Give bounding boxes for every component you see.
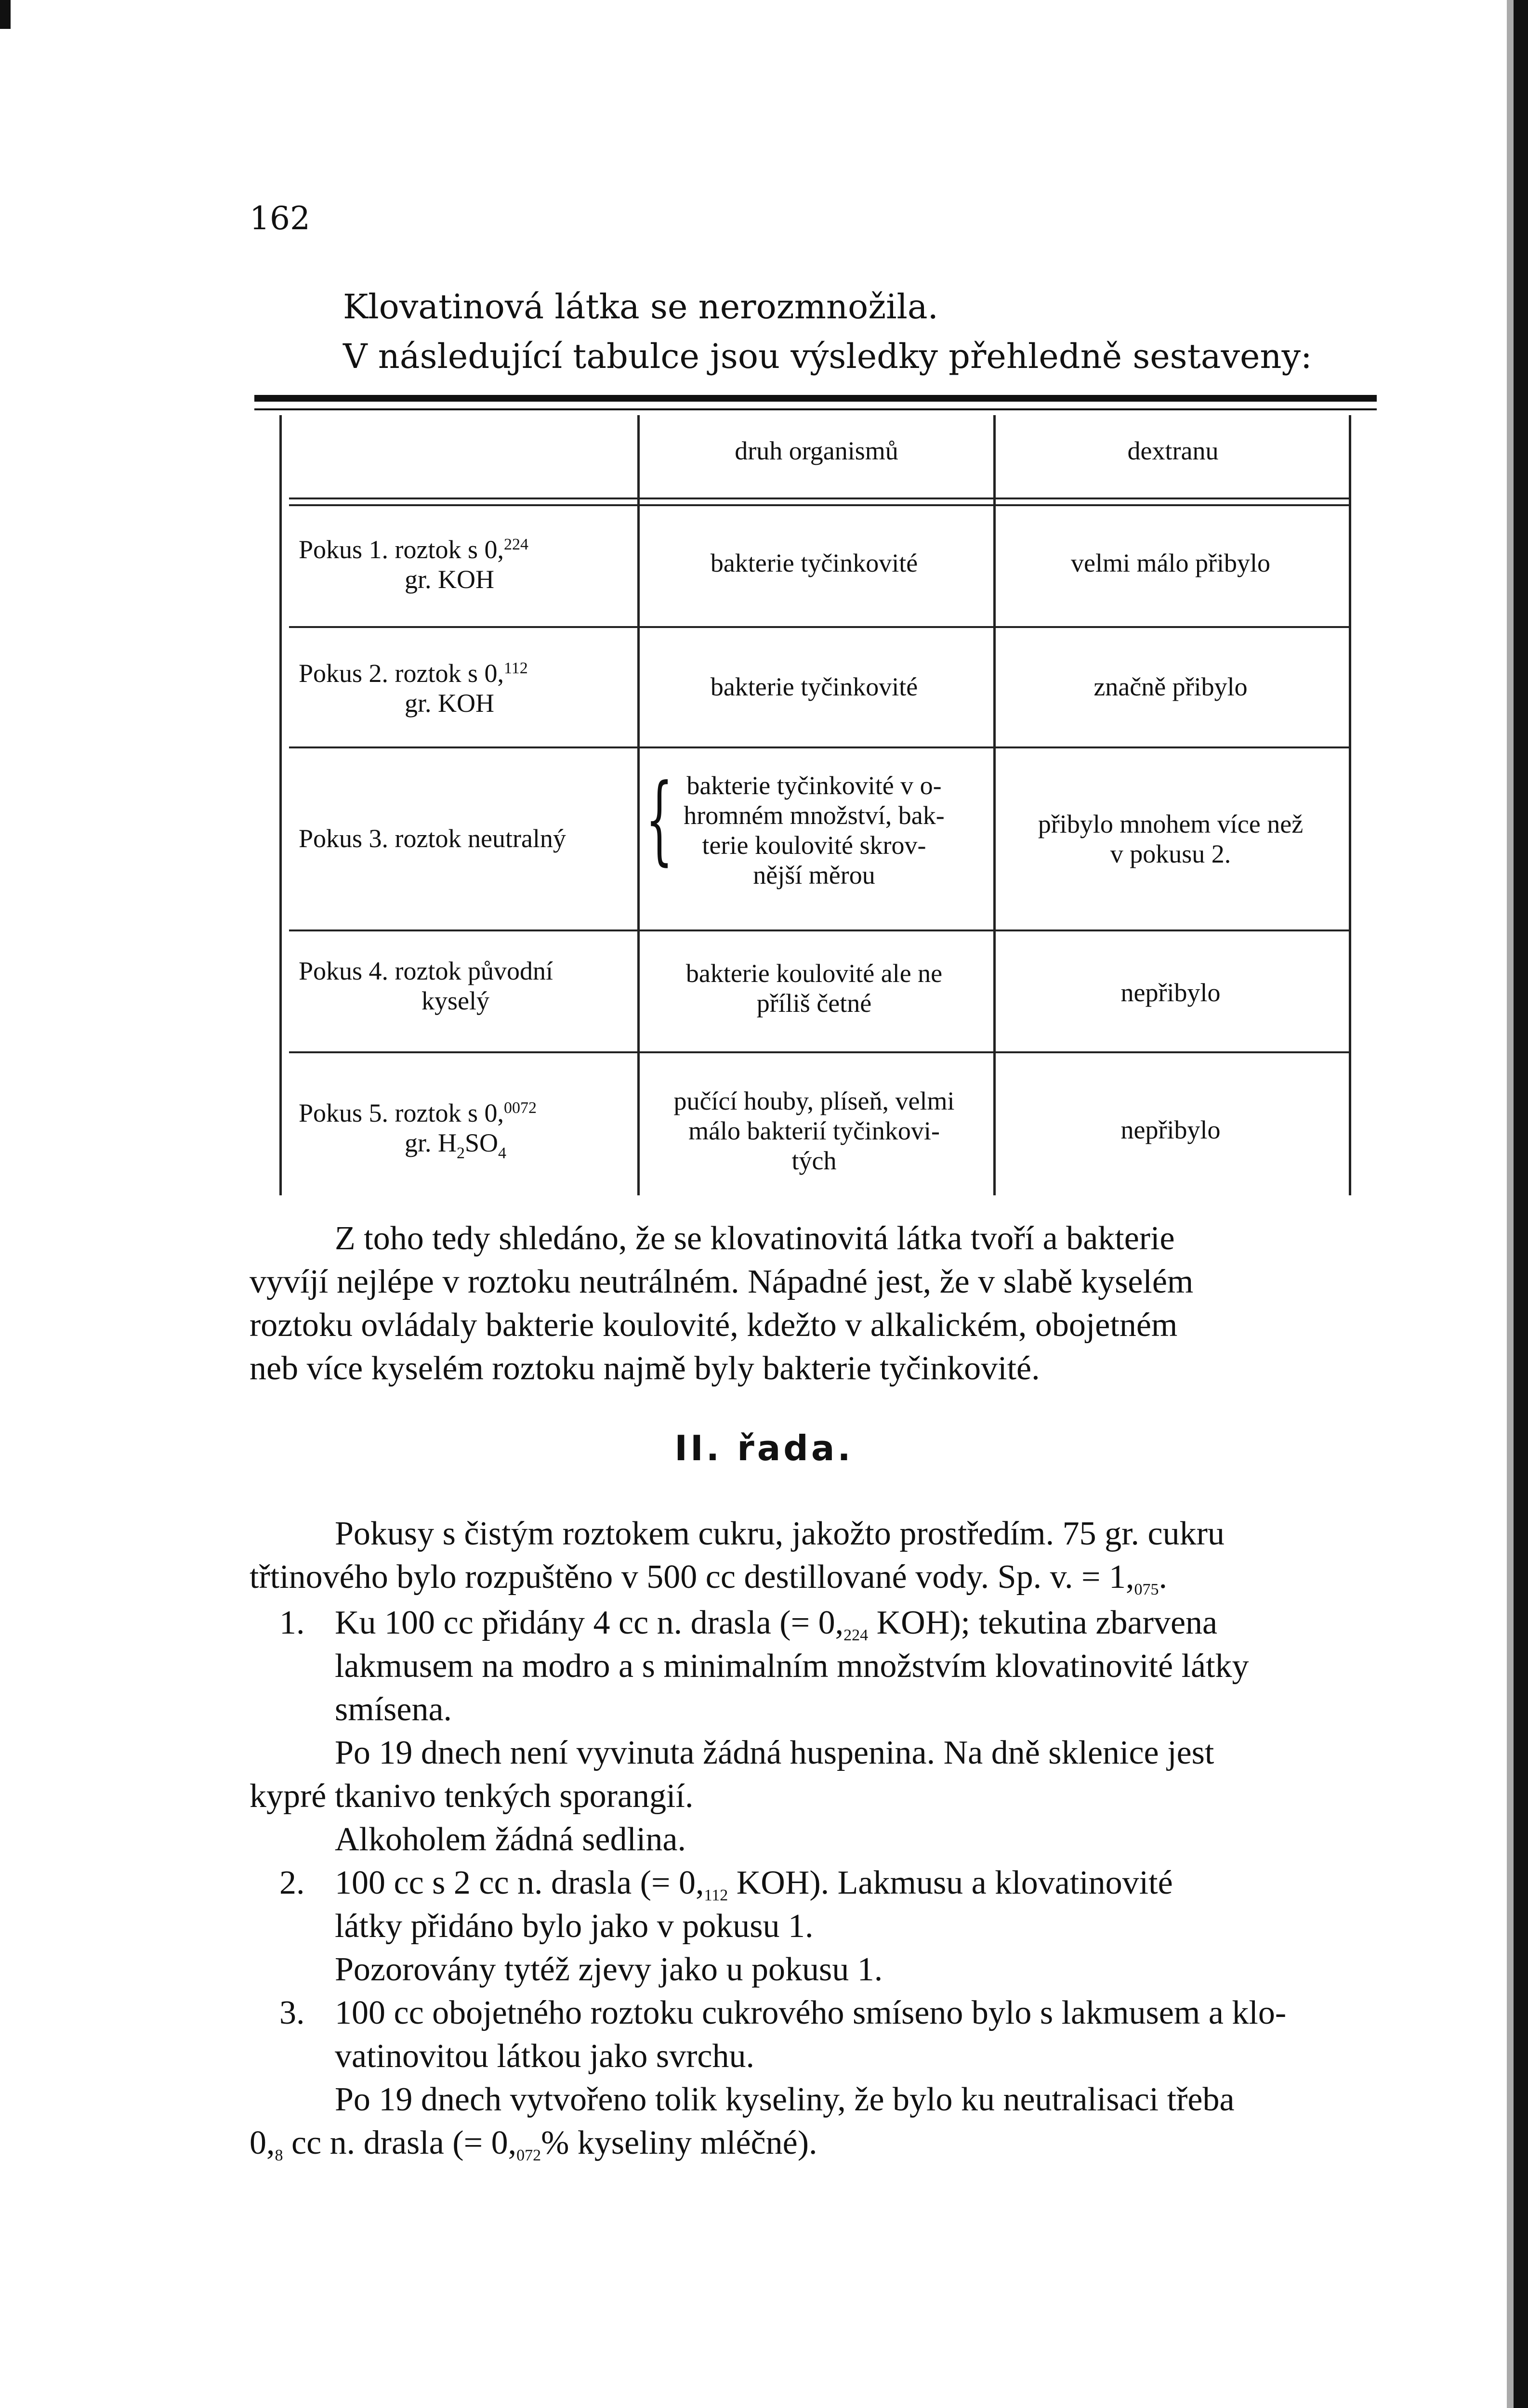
summary-line-2: vyvíjí nejlépe v roztoku neutrálném. Nápadné jest, že v slabě kyselém: [250, 1263, 1194, 1300]
item-3-para2-line-1: Po 19 dnech vytvořeno tolik kyseliny, že bylo ku neutralisaci třeba: [335, 2081, 1235, 2118]
series2-intro-line-1: Pokusy s čistým roztokem cukru, jakožto prostředím. 75 gr. cukru: [335, 1515, 1225, 1552]
header-rule-1: [289, 497, 1349, 499]
table-divider-2: [993, 415, 996, 1195]
table-row-1-dextran: velmi málo přibylo: [1071, 549, 1270, 577]
table-row-5-organisms: pučící houby, plíseň, velmi málo bakterií tyčinkovi- tých: [673, 1086, 955, 1175]
scan-edge-top-left: [0, 0, 11, 29]
table-border-left: [279, 415, 282, 1195]
table-row-5-experiment: Pokus 5. roztok s 0,$^{0072}$ gr. $H_2SO_4$: [299, 1099, 537, 1162]
row-rule-3: [289, 929, 1349, 931]
curly-brace: {: [645, 763, 673, 876]
item-1-line-3: smísena.: [335, 1691, 452, 1728]
table-row-1-organisms: bakterie tyčinkovité: [710, 549, 918, 577]
intro-line-1: Klovatinová látka se nerozmnožila.: [343, 287, 938, 327]
table-border-right: [1349, 415, 1351, 1195]
item-2-para2: Pozorovány tytéž zjevy jako u pokusu 1.: [335, 1951, 883, 1988]
intro-line-2: V následující tabulce jsou výsledky přehledně sestaveny:: [343, 337, 1312, 376]
scan-edge-shadow: [1507, 0, 1514, 2408]
table-row-4-experiment: Pokus 4. roztok původní kyselý: [299, 956, 553, 1015]
summary-line-4: neb více kyselém roztoku najmě byly bakterie tyčinkovité.: [250, 1350, 1040, 1387]
item-3-line-2: vatinovitou látkou jako svrchu.: [335, 2038, 754, 2075]
table-row-3-experiment: Pokus 3. roztok neutralný: [299, 824, 566, 853]
table-row-5-dextran: nepřibylo: [1120, 1115, 1221, 1144]
item-2-number: 2.: [279, 1864, 305, 1901]
table-row-2-experiment: Pokus 2. roztok s 0,$^{112}$ gr. KOH: [299, 659, 528, 718]
item-1-number: 1.: [279, 1604, 305, 1641]
row-rule-4: [289, 1051, 1349, 1053]
item-2-line-1: 100 cc s 2 cc n. drasla (= $0,_{112}$ KOH). Lakmusu a klovatinovité: [335, 1864, 1173, 1904]
table-top-rule-thick: [254, 395, 1377, 402]
table-row-2-dextran: značně přibylo: [1093, 672, 1248, 701]
header-rule-2: [289, 504, 1349, 506]
item-1-line-1: Ku 100 cc přidány 4 cc n. drasla (= $0,_{224}$ KOH); tekutina zbarvena: [335, 1604, 1218, 1644]
page-number: 162: [250, 200, 310, 237]
row-rule-1: [289, 626, 1349, 628]
item-1-para2-line-2: kypré tkanivo tenkých sporangií.: [250, 1778, 694, 1815]
scan-edge-right: [1514, 0, 1528, 2408]
item-1-line-2: lakmusem na modro a s minimalním množstvím klovatinovité látky: [335, 1648, 1249, 1685]
item-1-para2-line-1: Po 19 dnech není vyvinuta žádná huspenina. Na dně sklenice jest: [335, 1734, 1214, 1771]
table-row-4-dextran: nepřibylo: [1120, 978, 1221, 1007]
table-top-rule-thin: [254, 408, 1377, 410]
table-row-1-experiment: Pokus 1. roztok s 0,$^{224}$ gr. KOH: [299, 535, 529, 594]
series2-intro-line-2: třtinového bylo rozpuštěno v 500 cc destillované vody. Sp. v. = $1,_{075}$.: [250, 1558, 1168, 1598]
table-row-3-organisms: bakterie tyčinkovité v o- hromném množství, bak- terie koulovité skrov- nější měrou: [684, 771, 945, 890]
table-row-2-organisms: bakterie tyčinkovité: [710, 672, 918, 701]
row-rule-2: [289, 746, 1349, 748]
item-3-para2-line-2: $0,_8$ cc n. drasla (= $0,_{072}\%$ kyseliny mléčné).: [250, 2124, 817, 2164]
table-divider-1: [637, 415, 640, 1195]
item-1-para3: Alkoholem žádná sedlina.: [335, 1821, 686, 1858]
header-organisms: druh organismů: [735, 436, 898, 465]
header-dextran: dextranu: [1127, 436, 1219, 465]
item-3-number: 3.: [279, 1994, 305, 2031]
summary-line-3: roztoku ovládaly bakterie koulovité, kdežto v alkalickém, obojetném: [250, 1307, 1178, 1344]
item-2-line-2: látky přidáno bylo jako v pokusu 1.: [335, 1908, 814, 1945]
table-row-4-organisms: bakterie koulovité ale ne příliš četné: [685, 959, 943, 1018]
table-row-3-dextran: přibylo mnohem více než v pokusu 2.: [1038, 810, 1304, 868]
summary-line-1: Z toho tedy shledáno, že se klovatinovitá látka tvoří a bakterie: [335, 1220, 1175, 1257]
section-heading: II. řada.: [674, 1428, 854, 1468]
item-3-line-1: 100 cc obojetného roztoku cukrového smíseno bylo s lakmusem a klo-: [335, 1994, 1287, 2031]
